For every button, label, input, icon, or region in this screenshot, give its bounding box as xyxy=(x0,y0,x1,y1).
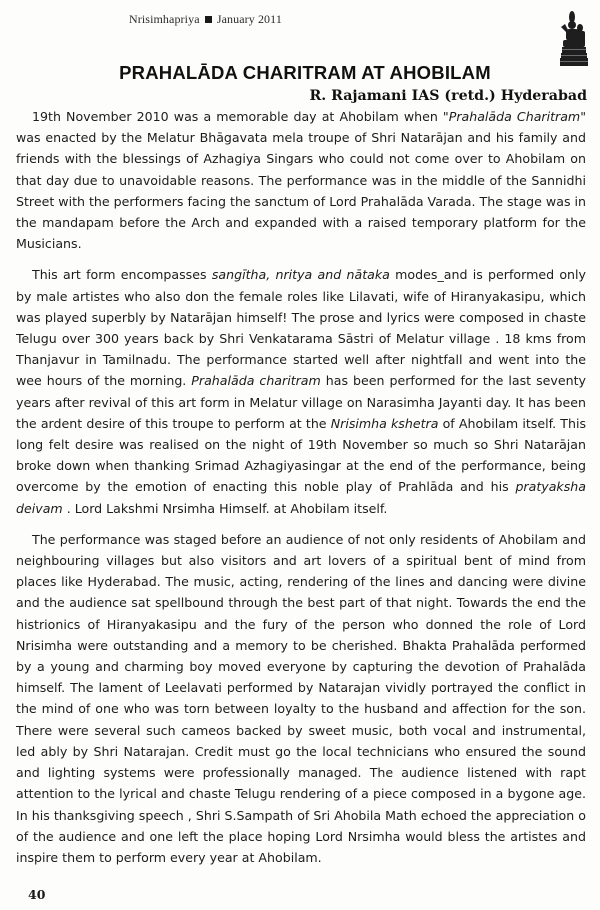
italic-term: pratyaksha deivam xyxy=(16,479,586,516)
paragraph-3 xyxy=(16,529,586,868)
italic-term: sangītha, nritya and nātaka xyxy=(211,267,390,283)
paragraph-2 xyxy=(16,264,586,518)
paragraph-1 xyxy=(16,106,586,254)
article-byline: R. Rajamani IAS (retd.) Hyderabad xyxy=(309,88,587,104)
paragraph-text: This art form encompasses xyxy=(32,267,212,283)
italic-term: Prahalāda Charitram xyxy=(448,109,581,124)
square-separator-icon xyxy=(205,16,212,23)
paragraph-text: of Ahobilam itself. This long felt desire was realised on the night of 19th November so much so Shri Natarājan broke down when thanking Srimad Azhagiyasingar at the end of the performance, being overcome by the emotion of enacting this noble play of Prahlāda and his xyxy=(16,415,587,495)
italic-term: Prahalāda charitram xyxy=(191,373,321,389)
paragraph-text: has been performed for the last seventy years after revival of this art form in Melatur village on Narasimha Jayanti day. It has been the ardent desire of this troupe to perform at the xyxy=(16,373,586,431)
deity-statue-icon xyxy=(556,8,590,68)
running-header xyxy=(129,12,282,27)
publication-name: Nrisimhapriya xyxy=(129,12,200,26)
page-number: 40 xyxy=(28,887,46,902)
italic-term: Nrisimha kshetra xyxy=(330,415,439,431)
paragraph-text: modes_and is performed only by male artistes who also don the female roles like Lilavati, wife of Hiranyakasipu, which was played superbly by Natarājan himself! The prose and lyrics were composed in chaste Telugu over 300 years back by Shri Venkatarama Sāstri of Melatur village . 18 kms from Thanjavur in Tamilnadu. The performance started well after nightfall and went into the wee hours of the morning. xyxy=(16,267,586,389)
issue-date: January 2011 xyxy=(216,12,282,26)
article-title: PRAHALĀDA CHARITRAM AT AHOBILAM xyxy=(119,62,491,83)
paragraph-text: 19th November 2010 was a memorable day at Ahobilam when " xyxy=(32,109,449,124)
paragraph-text: " was enacted by the Melatur Bhāgavata mela troupe of Shri Natarājan and his family and friends with the blessings of Azhagiya Singars who could not come over to Ahobilam on that day due to unavoidable reasons. The performance was in the middle of the Sannidhi Street with the performers facing the sanctum of Lord Prahalāda Varada. The stage was in the mandapam before the Arch and expanded with a raised temporary platform for the Musicians. xyxy=(16,109,586,252)
article-body xyxy=(16,106,586,868)
paragraph-text: The performance was staged before an audience of not only residents of Ahobilam and neighbouring villages but also visitors and art lovers of a spiritual bent of mind from places like Hyderabad. The music, acting, rendering of the lines and dancing were divine and the audience sat spellbound through the best part of that night. Towards the end the histrionics of Hiranyakasipu and the fury of the person who donned the role of Lord Nrisimha were outstanding and a memory to be cherished. Bhakta Prahalāda performed by a young and charming boy moved everyone by capturing the devotion of Prahalāda himself. The lament of Leelavati performed by Natarajan vividly portrayed the conflict in the mind of one who was torn between loyalty to the husband and affection for the son. There were several such cameos backed by sweet music, both vocal and instrumental, led ably by Shri Natarajan. Credit must go the local technicians who ensured the sound and lighting systems were professionally managed. The audience listened with rapt attention to the lyrical and chaste Telugu rendering of a piece composed in a bygone age. In his thanksgiving speech , Shri S.Sampath of Sri Ahobila Math echoed the appreciation o of the audience and one left the place hoping Lord Nrsimha would bless the artistes and inspire them to perform every year at Ahobilam. xyxy=(16,531,586,865)
paragraph-text: . Lord Lakshmi Nrsimha Himself. at Ahobilam itself. xyxy=(62,500,388,516)
